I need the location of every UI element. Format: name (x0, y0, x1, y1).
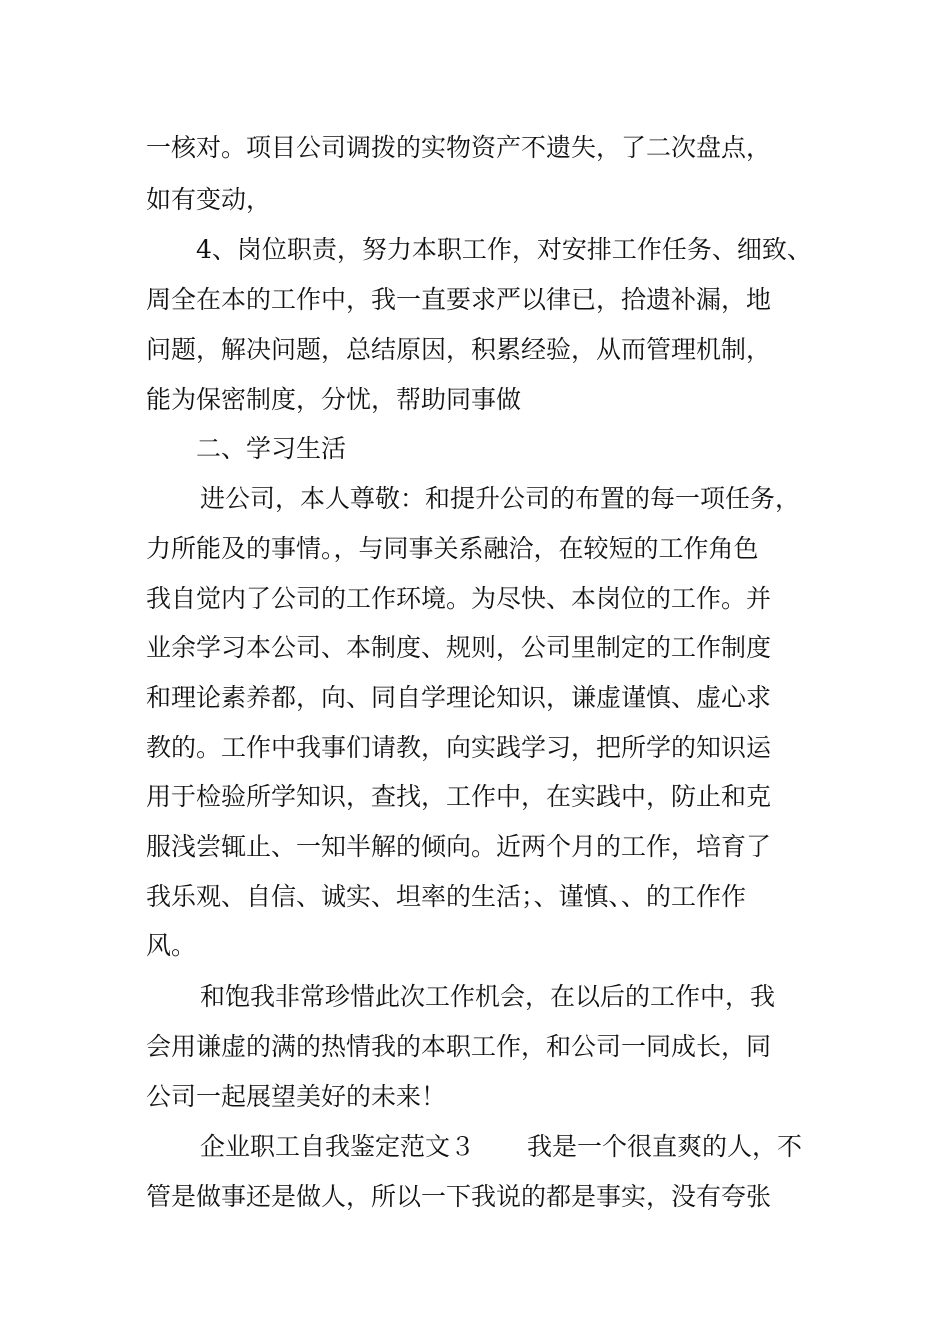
section-heading: 二、学习生活 (196, 434, 347, 463)
text-line: 用于检验所学知识，查找，工作中，在实践中，防止和克 (146, 782, 772, 811)
text-line: 能为保密制度，分忧，帮助同事做 (146, 385, 522, 414)
text-line: 如有变动， (146, 185, 272, 214)
text-line: 教的。工作中我事们请教，向实践学习，把所学的知识运 (146, 733, 772, 762)
text-line: 业余学习本公司、本制度、规则，公司里制定的工作制度 (146, 633, 772, 662)
text-line: 服浅尝辄止、一知半解的倾向。近两个月的工作，培育了 (146, 832, 772, 861)
text-line: 4、岗位职责，努力本职工作，对安排工作任务、细致、 (196, 235, 812, 264)
text-line: 周全在本的工作中，我一直要求严以律已，拾遗补漏，地 (146, 285, 772, 314)
text-line: 公司一起展望美好的未来！ (146, 1082, 447, 1111)
article-title: 企业职工自我鉴定范文３ (200, 1132, 476, 1161)
text-line: 进公司，本人尊敬：和提升公司的布置的每一项任务， (200, 484, 801, 513)
text-line: 问题，解决问题，总结原因，积累经验，从而管理机制， (146, 335, 772, 364)
text-line (200, 1131, 802, 1163)
text-line: 一核对。项目公司调拨的实物资产不遗失，了二次盘点， (146, 133, 772, 162)
text-line: 我自觉内了公司的工作环境。为尽快、本岗位的工作。并 (146, 584, 772, 613)
text-line: 风。 (146, 931, 197, 960)
text-line: 会用谦虚的满的热情我的本职工作，和公司一同成长，同 (146, 1032, 772, 1061)
text-span: 我是一个很直爽的人，不 (527, 1132, 803, 1161)
text-line: 和理论素养都，向、同自学理论知识，谦虚谨慎、虚心求 (146, 683, 772, 712)
text-line: 力所能及的事情。，与同事关系融洽，在较短的工作角色 (146, 534, 759, 563)
text-line: 我乐观、自信、诚实、坦率的生活；、谨慎、、的工作作 (146, 882, 747, 911)
text-line: 管是做事还是做人，所以一下我说的都是事实，没有夸张 (146, 1182, 772, 1211)
text-line: 和饱我非常珍惜此次工作机会，在以后的工作中，我 (200, 982, 776, 1011)
